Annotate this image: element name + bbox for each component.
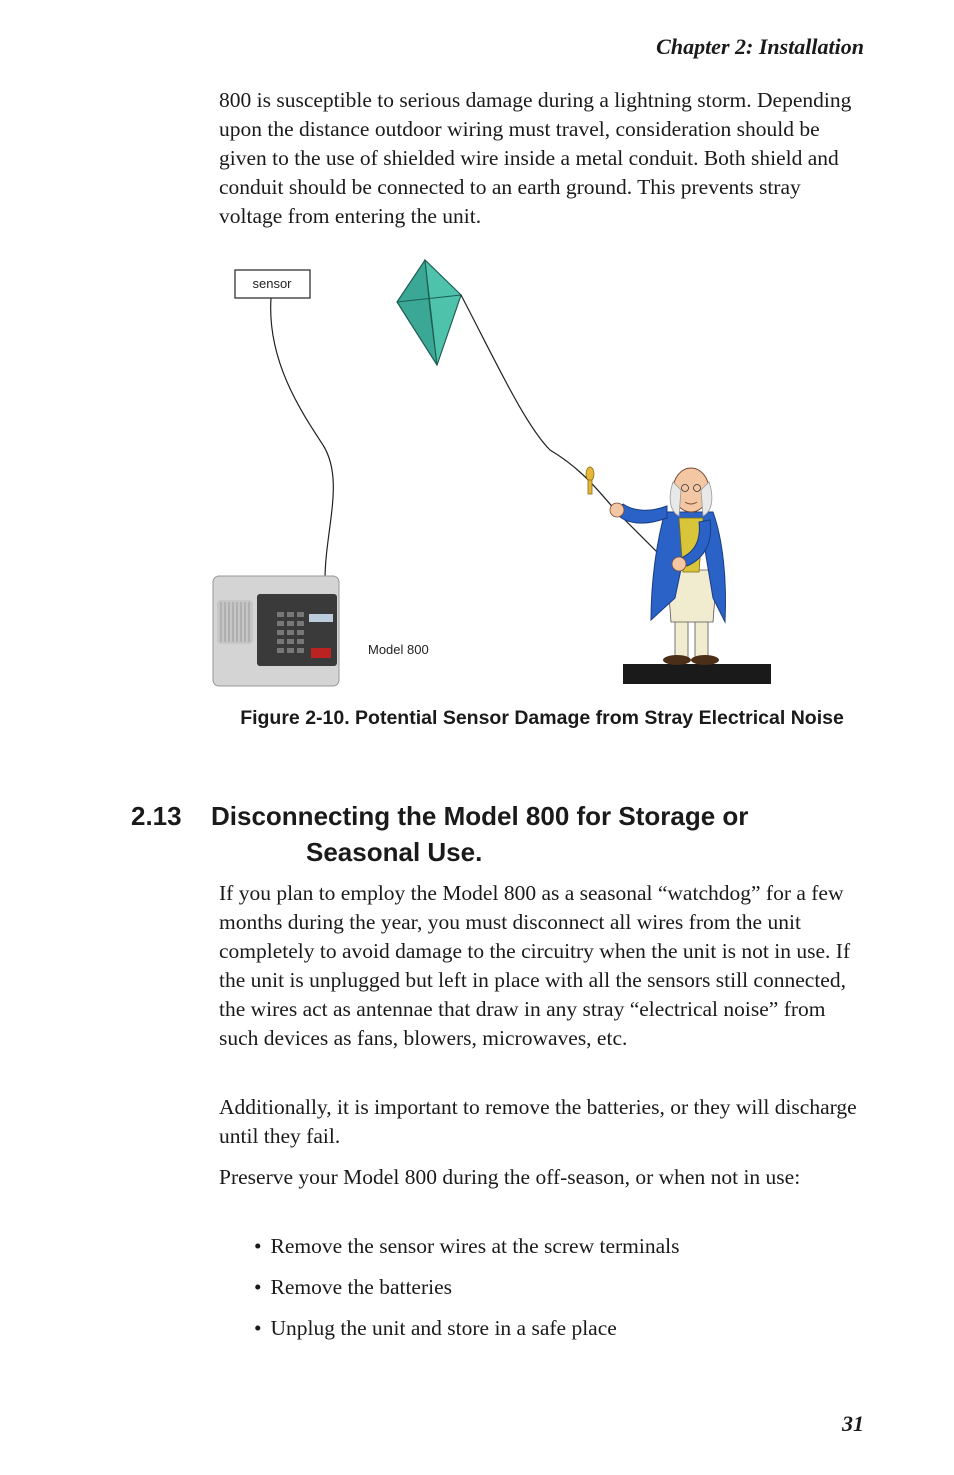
paragraph-seasonal: If you plan to employ the Model 800 as a seasonal “watchdog” for a few months during the year, you must disconnect all wires from the unit completely to avoid damage to the circuitry when the unit is not in use. If the unit is unplugged but left in place with all the sensors still connected, the wires act as antennae that draw in any stray “electrical noise” from such devices as fans, blowers, microwaves, etc. — [219, 881, 851, 1050]
bullet-list — [254, 1232, 854, 1355]
section-title-line2: Seasonal Use. — [306, 837, 483, 867]
kite — [397, 260, 461, 365]
model-800-label: Model 800 — [368, 642, 429, 657]
list-item: • Unplug the unit and store in a safe place — [254, 1314, 854, 1343]
illustration — [205, 250, 785, 690]
intro-paragraph: 800 is susceptible to serious damage during a lightning storm. Depending upon the distance outdoor wiring must travel, consideration should be given to the use of shielded wire inside a metal conduit. Both shield and conduit should be connected to an earth ground. This prevents stray voltage from entering the unit. — [219, 88, 852, 228]
section-number: 2.13 — [131, 801, 182, 831]
chapter-header: Chapter 2: Installation — [656, 34, 864, 59]
section-heading — [131, 798, 871, 870]
sensor-wire — [271, 298, 334, 580]
list-item: • Remove the batteries — [254, 1273, 854, 1302]
list-item: • Remove the sensor wires at the screw terminals — [254, 1232, 854, 1261]
page-number: 31 — [842, 1411, 864, 1436]
figure-sensor-damage — [205, 250, 785, 690]
sensor-label: sensor — [252, 276, 292, 291]
key-icon — [586, 467, 594, 494]
kite-string — [461, 295, 675, 570]
paragraph-preserve: Preserve your Model 800 during the off-season, or when not in use: — [219, 1165, 801, 1189]
figure-caption: Figure 2-10. Potential Sensor Damage from Stray Electrical Noise — [240, 707, 844, 729]
paragraph-batteries: Additionally, it is important to remove the batteries, or they will discharge until they fail. — [219, 1095, 857, 1148]
model-800-device — [213, 576, 339, 686]
section-title-line1: Disconnecting the Model 800 for Storage or — [211, 801, 749, 831]
man-figure — [610, 468, 771, 684]
